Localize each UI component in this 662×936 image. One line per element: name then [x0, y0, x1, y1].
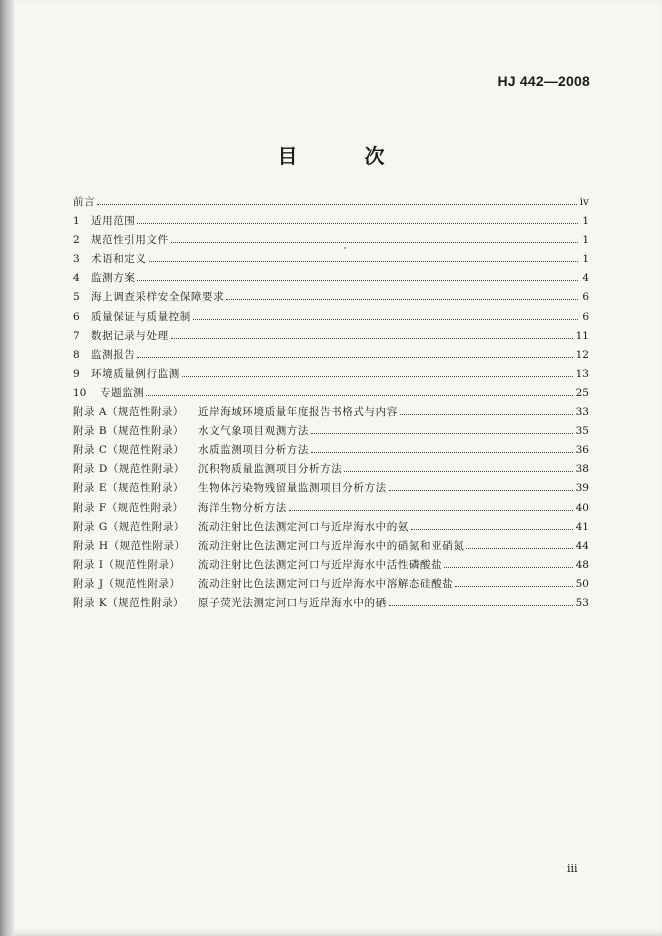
toc-entry-page: 41	[575, 520, 589, 533]
toc-entry-page: 44	[575, 539, 589, 552]
toc-entry-page: 50	[575, 577, 589, 590]
toc-entry-label: 原子荧光法测定河口与近岸海水中的硒	[198, 596, 387, 609]
toc-entry[interactable]	[73, 594, 589, 613]
toc-entry[interactable]	[73, 327, 589, 346]
toc-entry-page: 25	[575, 386, 589, 399]
toc-entry-label: 数据记录与处理	[91, 329, 169, 342]
toc-entry-label: 水文气象项目观测方法	[198, 425, 309, 438]
page-title: 目 次	[277, 144, 415, 168]
toc-entry-appendix-prefix: 附录 D（规范性附录）	[73, 463, 185, 476]
toc-entry[interactable]	[73, 518, 589, 537]
toc-entry-label: 海上调查采样安全保障要求	[91, 291, 225, 304]
toc-entry-label: 沉积物质量监测项目分析方法	[198, 463, 343, 476]
toc-leader-dots	[146, 394, 572, 396]
toc-leader-dots	[226, 298, 578, 300]
toc-entry[interactable]	[73, 460, 589, 479]
toc-leader-dots	[311, 432, 573, 434]
toc-entry-page: 4	[582, 272, 589, 285]
toc-entry-page: 48	[575, 558, 589, 571]
toc-leader-dots	[289, 509, 573, 511]
toc-leader-dots	[149, 260, 579, 262]
toc-leader-dots	[171, 337, 573, 339]
toc-entry-appendix-prefix: 附录 A（规范性附录）	[73, 406, 184, 419]
toc-entry-appendix-prefix: 附录 B（规范性附录）	[73, 425, 185, 438]
toc-leader-dots	[344, 470, 572, 472]
toc-entry-label: 术语和定义	[91, 253, 147, 266]
toc-leader-dots	[171, 241, 578, 243]
table-of-contents	[73, 193, 589, 613]
page-number: iii	[567, 862, 578, 875]
toc-entry-number: 8	[73, 348, 80, 361]
toc-entry[interactable]	[73, 384, 589, 403]
toc-entry[interactable]	[73, 441, 589, 460]
toc-entry[interactable]	[73, 556, 589, 575]
toc-entry-page: 53	[575, 596, 589, 609]
toc-entry[interactable]	[73, 575, 589, 594]
toc-leader-dots	[182, 375, 573, 377]
toc-entry-page: 33	[575, 406, 589, 419]
toc-entry[interactable]	[73, 499, 589, 518]
toc-leader-dots	[455, 585, 572, 587]
toc-entry-page: 1	[582, 234, 589, 247]
toc-entry-label: 专题监测	[100, 386, 145, 399]
toc-leader-dots	[411, 528, 573, 530]
toc-entry-label: 流动注射比色法测定河口与近岸海水中的硝氮和亚硝氮	[198, 539, 465, 552]
toc-entry-appendix-prefix: 附录 I（规范性附录）	[73, 558, 181, 571]
toc-entry-appendix-prefix: 附录 E（规范性附录）	[73, 482, 185, 495]
toc-entry-number: 1	[73, 215, 80, 228]
toc-leader-dots	[137, 279, 578, 281]
toc-entry-page: 6	[582, 291, 589, 304]
toc-entry-appendix-prefix: 附录 J（规范性附录）	[73, 577, 181, 590]
toc-leader-dots	[193, 318, 578, 320]
toc-entry-appendix-prefix: 附录 F（规范性附录）	[73, 501, 184, 514]
toc-entry-number: 7	[73, 329, 80, 342]
toc-entry-page: 38	[575, 463, 589, 476]
toc-entry[interactable]	[73, 212, 589, 231]
toc-entry[interactable]	[73, 479, 589, 498]
toc-entry[interactable]	[73, 365, 589, 384]
toc-entry-page: 13	[575, 367, 589, 380]
toc-entry[interactable]	[73, 308, 589, 327]
toc-entry-page: 35	[575, 425, 589, 438]
toc-leader-dots	[389, 489, 573, 491]
toc-entry-label: 流动注射比色法测定河口与近岸海水中的氨	[198, 520, 409, 533]
toc-entry-appendix-prefix: 附录 H（规范性附录）	[73, 539, 186, 552]
toc-leader-dots	[400, 413, 573, 415]
toc-entry-number: 9	[73, 367, 80, 380]
toc-entry-page: 1	[582, 253, 589, 266]
scan-speck	[344, 247, 346, 249]
standard-code: HJ 442—2008	[497, 73, 590, 89]
toc-entry-label: 近岸海域环境质量年度报告书格式与内容	[198, 406, 398, 419]
toc-entry-appendix-prefix: 附录 G（规范性附录）	[73, 520, 185, 533]
toc-entry-number: 3	[73, 253, 80, 266]
toc-leader-dots	[137, 222, 578, 224]
toc-entry-label: 流动注射比色法测定河口与近岸海水中溶解态硅酸盐	[198, 577, 454, 590]
toc-entry[interactable]	[73, 250, 589, 269]
toc-leader-dots	[389, 604, 573, 606]
toc-entry[interactable]	[73, 403, 589, 422]
toc-entry[interactable]	[73, 288, 589, 307]
toc-entry-number: 2	[73, 234, 80, 247]
toc-entry-label: 流动注射比色法测定河口与近岸海水中活性磷酸盐	[198, 558, 443, 571]
toc-leader-dots	[97, 203, 577, 205]
toc-entry[interactable]	[73, 193, 589, 212]
toc-entry[interactable]	[73, 231, 589, 250]
toc-entry-page: 40	[575, 501, 589, 514]
toc-entry-label: 适用范围	[91, 215, 136, 228]
toc-entry-label: 监测报告	[91, 348, 136, 361]
toc-entry-label: 生物体污染物残留量监测项目分析方法	[198, 482, 387, 495]
toc-entry-label: 前言	[73, 196, 96, 208]
toc-entry-page: 12	[575, 348, 589, 361]
toc-entry-label: 监测方案	[91, 272, 136, 285]
toc-entry-label: 水质监测项目分析方法	[198, 444, 309, 457]
toc-leader-dots	[444, 566, 572, 568]
toc-entry-page: 6	[582, 310, 589, 323]
toc-entry-page: 36	[575, 444, 589, 457]
toc-leader-dots	[466, 547, 572, 549]
toc-entry-page: 1	[582, 215, 589, 228]
toc-entry-appendix-prefix: 附录 K（规范性附录）	[73, 596, 185, 609]
toc-leader-dots	[137, 356, 572, 358]
toc-entry[interactable]	[73, 422, 589, 441]
toc-entry-label: 环境质量例行监测	[91, 367, 180, 380]
toc-entry-label: 规范性引用文件	[91, 234, 169, 247]
toc-entry-page: iv	[579, 196, 589, 208]
toc-entry-appendix-prefix: 附录 C（规范性附录）	[73, 444, 185, 457]
toc-entry-number: 10	[73, 386, 87, 399]
toc-entry-number: 4	[73, 272, 80, 285]
toc-entry-label: 海洋生物分析方法	[198, 501, 287, 514]
toc-entry-number: 5	[73, 291, 80, 304]
toc-entry[interactable]	[73, 346, 589, 365]
toc-entry[interactable]	[73, 269, 589, 288]
toc-entry[interactable]	[73, 537, 589, 556]
toc-entry-label: 质量保证与质量控制	[91, 310, 191, 323]
toc-entry-number: 6	[73, 310, 80, 323]
toc-leader-dots	[311, 451, 573, 453]
toc-entry-page: 39	[575, 482, 589, 495]
toc-entry-page: 11	[575, 329, 589, 342]
